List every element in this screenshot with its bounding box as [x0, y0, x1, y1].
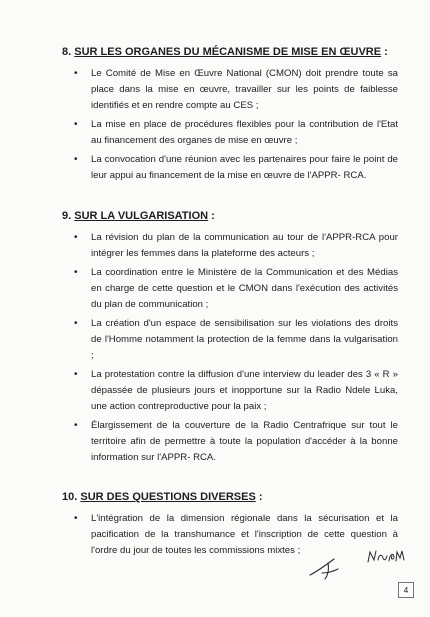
section-heading [62, 210, 398, 223]
page-number-box: 4 [398, 582, 414, 598]
list-item [58, 265, 398, 313]
section-title: SUR LA VULGARISATION [74, 210, 209, 222]
section-8 [58, 46, 398, 187]
list-item-text: Le Comité de Mise en Œuvre National (CMON) doit prendre toute sa place dans la mise en œuvre, travailler sur les points de faiblesse identifiés et en rendre compte au CES ; [91, 68, 398, 111]
section-number: 8. [62, 46, 72, 58]
list-item-text: La révision du plan de la communication au tour de l'APPR-RCA pour intégrer les femmes dans la plateforme des acteurs ; [91, 232, 398, 259]
bullet-list [58, 66, 398, 184]
bullet-icon: • [74, 420, 78, 431]
list-item [58, 66, 398, 114]
list-item-text: La protestation contre la diffusion d'une interview du leader des 3 « R » dépassée de plusieurs jours et inopportune sur la Radio Ndele Luka, une action contreproductive pour la paix ; [91, 369, 398, 412]
section-number: 10. [62, 491, 78, 503]
section-9 [58, 210, 398, 469]
bullet-icon: • [74, 267, 78, 278]
bullet-list [58, 230, 398, 466]
section-heading [62, 491, 398, 504]
bullet-icon: • [74, 369, 78, 380]
section-title: SUR DES QUESTIONS DIVERSES [80, 491, 256, 503]
bullet-icon: • [74, 513, 78, 524]
list-item-text: Élargissement de la couverture de la Radio Centrafrique sur tout le territoire afin de permettre à toute la population d'accéder à la bonne information sur l'APPR- RCA. [91, 420, 398, 463]
bullet-icon: • [74, 68, 78, 79]
handwritten-initials [366, 546, 406, 566]
bullet-icon: • [74, 232, 78, 243]
list-item-text: L'intégration de la dimension régionale dans la sécurisation et la pacification de la transhumance et l'inscription de cette question à l'ordre du jour de toutes les commissions mixtes ; [91, 513, 398, 556]
list-item [58, 418, 398, 466]
heading-colon: : [208, 210, 215, 222]
list-item [58, 316, 398, 364]
list-item [58, 230, 398, 262]
signature-mark [308, 551, 348, 581]
list-item [58, 367, 398, 415]
bullet-icon: • [74, 119, 78, 130]
list-item-text: La convocation d'une réunion avec les partenaires pour faire le point de leur appui au financement de la mise en œuvre de l'APPR- RCA. [91, 154, 398, 181]
section-number: 9. [62, 210, 72, 222]
list-item-text: La création d'un espace de sensibilisation sur les violations des droits de l'Homme notamment la protection de la femme dans la vulgarisation ; [91, 318, 398, 361]
list-item-text: La mise en place de procédures flexibles pour la contribution de l'Etat au financement des organes de mise en œuvre ; [91, 119, 398, 146]
heading-colon: : [255, 491, 263, 503]
list-item-text: La coordination entre le Ministère de la Communication et des Médias en charge de cette question et le CMON dans l'exécution des activités du plan de communication ; [91, 267, 398, 310]
section-title: SUR LES ORGANES DU MÉCANISME DE MISE EN ŒUVRE [74, 46, 382, 58]
section-heading [62, 46, 398, 59]
bullet-icon: • [74, 318, 78, 329]
bullet-icon: • [74, 154, 78, 165]
heading-colon: : [381, 46, 388, 58]
list-item [58, 152, 398, 184]
list-item [58, 117, 398, 149]
